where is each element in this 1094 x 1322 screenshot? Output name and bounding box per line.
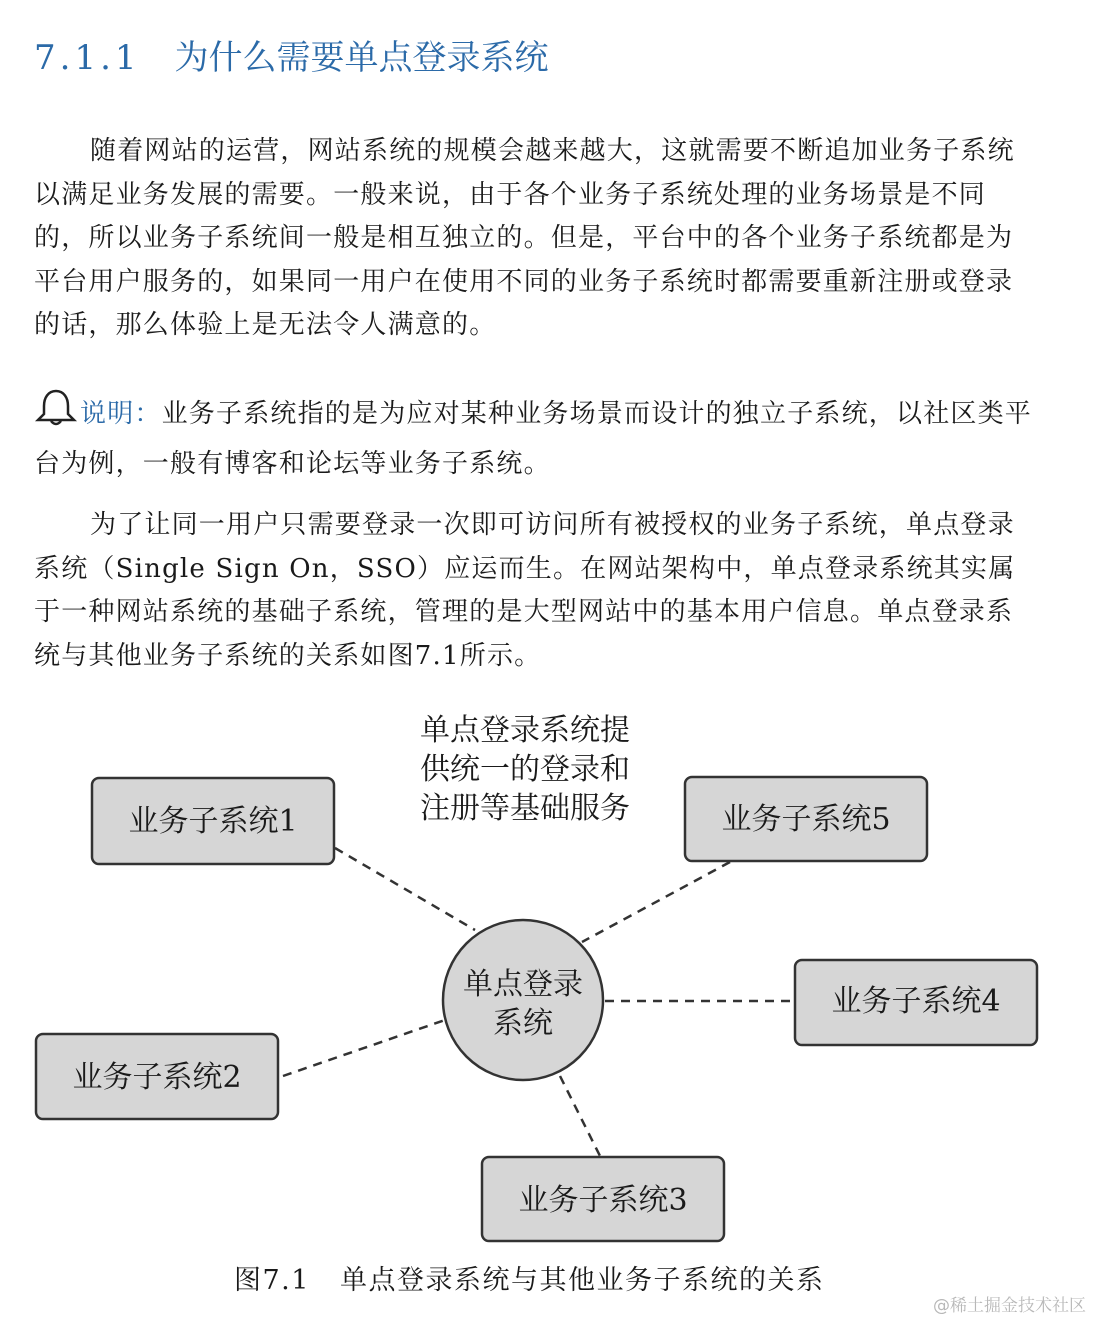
subsystem-label-1: 业务子系统1	[128, 804, 298, 839]
sso-diagram	[0, 690, 1094, 1250]
section-heading	[34, 30, 549, 79]
bell-icon	[34, 388, 78, 443]
connector-5	[582, 862, 730, 942]
figure-caption-text: 单点登录系统与其他业务子系统的关系	[339, 1265, 825, 1296]
annotation-line-2: 供统一的登录和	[420, 752, 630, 787]
subsystem-box-1	[92, 778, 334, 864]
center-label-1: 单点登录	[463, 967, 583, 1002]
sso-center-node	[443, 920, 603, 1080]
section-number: 7.1.1	[34, 38, 141, 78]
watermark: @稀土掘金技术社区	[933, 1296, 1086, 1316]
subsystem-box-4	[795, 960, 1037, 1045]
subsystem-label-2: 业务子系统2	[72, 1060, 242, 1095]
connector-1	[335, 848, 475, 930]
note-text: 业务子系统指的是为应对某种业务场景而设计的独立子系统，以社区类平台为例，一般有博客和论坛等业务子系统。	[34, 399, 1033, 479]
subsystem-box-5	[685, 777, 927, 861]
figure-caption	[234, 1258, 824, 1297]
section-title: 为什么需要单点登录系统	[174, 38, 549, 78]
connector-2	[283, 1020, 445, 1076]
paragraph-intro: 随着网站的运营，网站系统的规模会越来越大，这就需要不断追加业务子系统以满足业务发展的需要。一般来说，由于各个业务子系统处理的业务场景是不同的，所以业务子系统间一般是相互独立的。但是，平台中的各个业务子系统都是为平台用户服务的，如果同一用户在使用不同的业务子系统时都需要重新注册或登录的话，那么体验上是无法令人满意的。	[34, 136, 1015, 340]
note-paragraph	[34, 388, 1034, 486]
center-label-2: 系统	[493, 1006, 553, 1041]
subsystem-label-3: 业务子系统3	[518, 1183, 688, 1218]
paragraph-sso: 为了让同一用户只需要登录一次即可访问所有被授权的业务子系统，单点登录系统（Single Sign On，SSO）应运而生。在网站架构中，单点登录系统其实属于一种网站系统的基础子系统，管理的是大型网站中的基本用户信息。单点登录系统与其他业务子系统的关系如图7.1所示。	[34, 510, 1016, 671]
note-label: 说明：	[80, 399, 162, 429]
subsystem-box-3	[482, 1157, 724, 1241]
subsystem-label-4: 业务子系统4	[831, 984, 1001, 1019]
figure-number: 图7.1	[234, 1265, 310, 1296]
annotation-line-1: 单点登录系统提	[420, 713, 630, 748]
annotation-line-3: 注册等基础服务	[420, 791, 630, 826]
subsystem-label-5: 业务子系统5	[721, 802, 891, 837]
connector-3	[560, 1076, 600, 1156]
subsystem-box-2	[36, 1034, 278, 1119]
